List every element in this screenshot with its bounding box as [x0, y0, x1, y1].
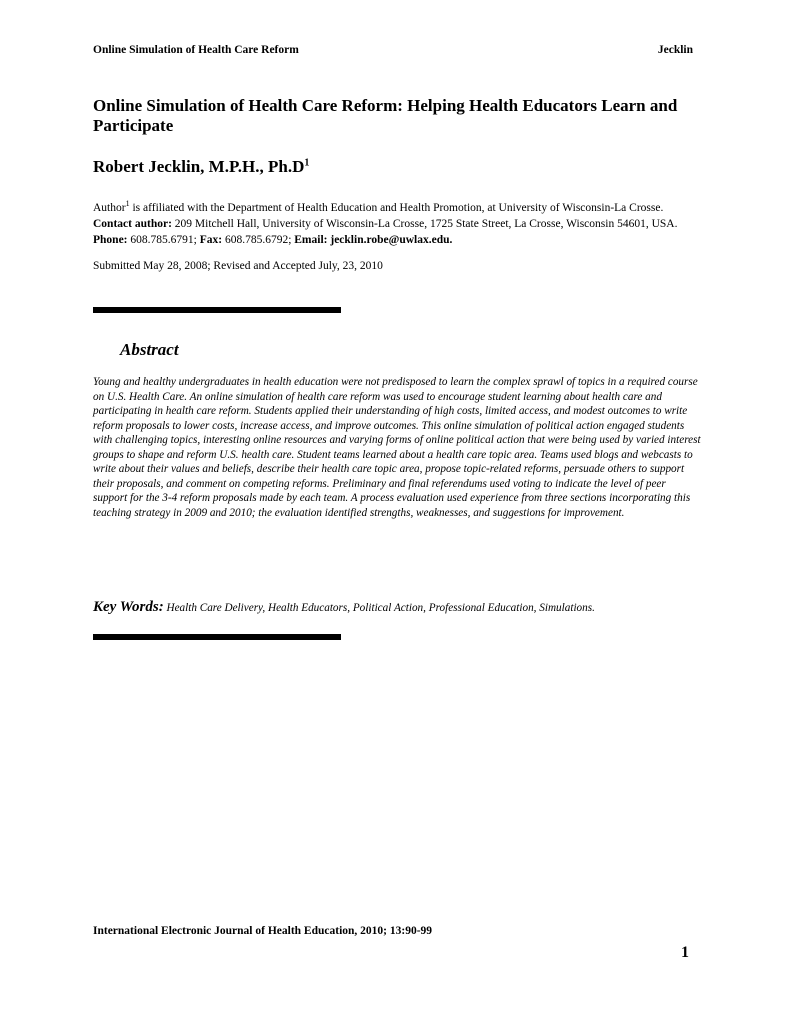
- keywords-line: [93, 599, 713, 616]
- author-line: [93, 157, 309, 177]
- contact-label: Contact author:: [93, 218, 172, 230]
- page-number: 1: [681, 944, 689, 961]
- affiliation-text: is affiliated with the Department of Health Education and Health Promotion, at University of Wisconsin-La Crosse.: [129, 202, 664, 214]
- fax-label: Fax:: [199, 234, 223, 246]
- running-header: [93, 44, 693, 60]
- contact-address: 209 Mitchell Hall, University of Wisconsin-La Crosse, 1725 State Street, La Crosse, Wisconsin 54601, USA.: [171, 218, 678, 230]
- phone-number: 608.785.6791;: [127, 234, 200, 246]
- journal-citation-footer: International Electronic Journal of Health Education, 2010; 13:90-99: [93, 925, 433, 937]
- author-superscript: 1: [304, 157, 310, 169]
- phone-label: Phone:: [93, 234, 128, 246]
- running-header-title: Online Simulation of Health Care Reform: [93, 44, 299, 56]
- section-divider-top: [93, 307, 341, 313]
- abstract-heading: Abstract: [120, 340, 179, 359]
- keywords-label: Key Words:: [93, 599, 164, 615]
- affiliation-superscript: 1: [125, 199, 130, 209]
- affiliation-block: [93, 200, 698, 248]
- paper-title: Online Simulation of Health Care Reform: Helping Health Educators Learn and Participate: [93, 96, 678, 135]
- author-name: Robert Jecklin, M.P.H., Ph.D: [93, 157, 305, 176]
- email-label: Email:: [294, 234, 328, 246]
- running-header-author: Jecklin: [657, 44, 693, 56]
- section-divider-bottom: [93, 634, 341, 640]
- affiliation-prefix: Author: [93, 202, 126, 214]
- fax-number: 608.785.6792;: [222, 234, 295, 246]
- email-address: jecklin.robe@uwlax.edu.: [327, 234, 453, 246]
- keywords-text: Health Care Delivery, Health Educators, Political Action, Professional Education, Simulations.: [163, 602, 595, 614]
- abstract-body: Young and healthy undergraduates in health education were not predisposed to learn the complex sprawl of topics in a required course on U.S. Health Care. An online simulation of health care reform was used to encourage student learning about health care and participating in health care reform. Students applied their understanding of high costs, limited access, and modest outcomes to write reform proposals to lower costs, increase access, and improve outcomes. This online simulation of political action engaged students with challenging topics, interesting online resources and varying forms of online political action that were being used by varied interest groups to shape and reform U.S. health care. Student teams learned about a health care topic area. Teams used blogs and webcasts to write about their values and beliefs, describe their health care topic area, propose topic-related reforms, persuade others to support their proposals, and comment on competing reforms. Preliminary and final referendums used voting to indicate the level of peer support for the 3-4 reform proposals made by each team. A process evaluation used experience from three sections incorporating this teaching strategy in 2009 and 2010; the evaluation identified strengths, weaknesses, and suggestions for improvement.: [93, 376, 701, 519]
- submission-dates: Submitted May 28, 2008; Revised and Accepted July, 23, 2010: [93, 260, 383, 272]
